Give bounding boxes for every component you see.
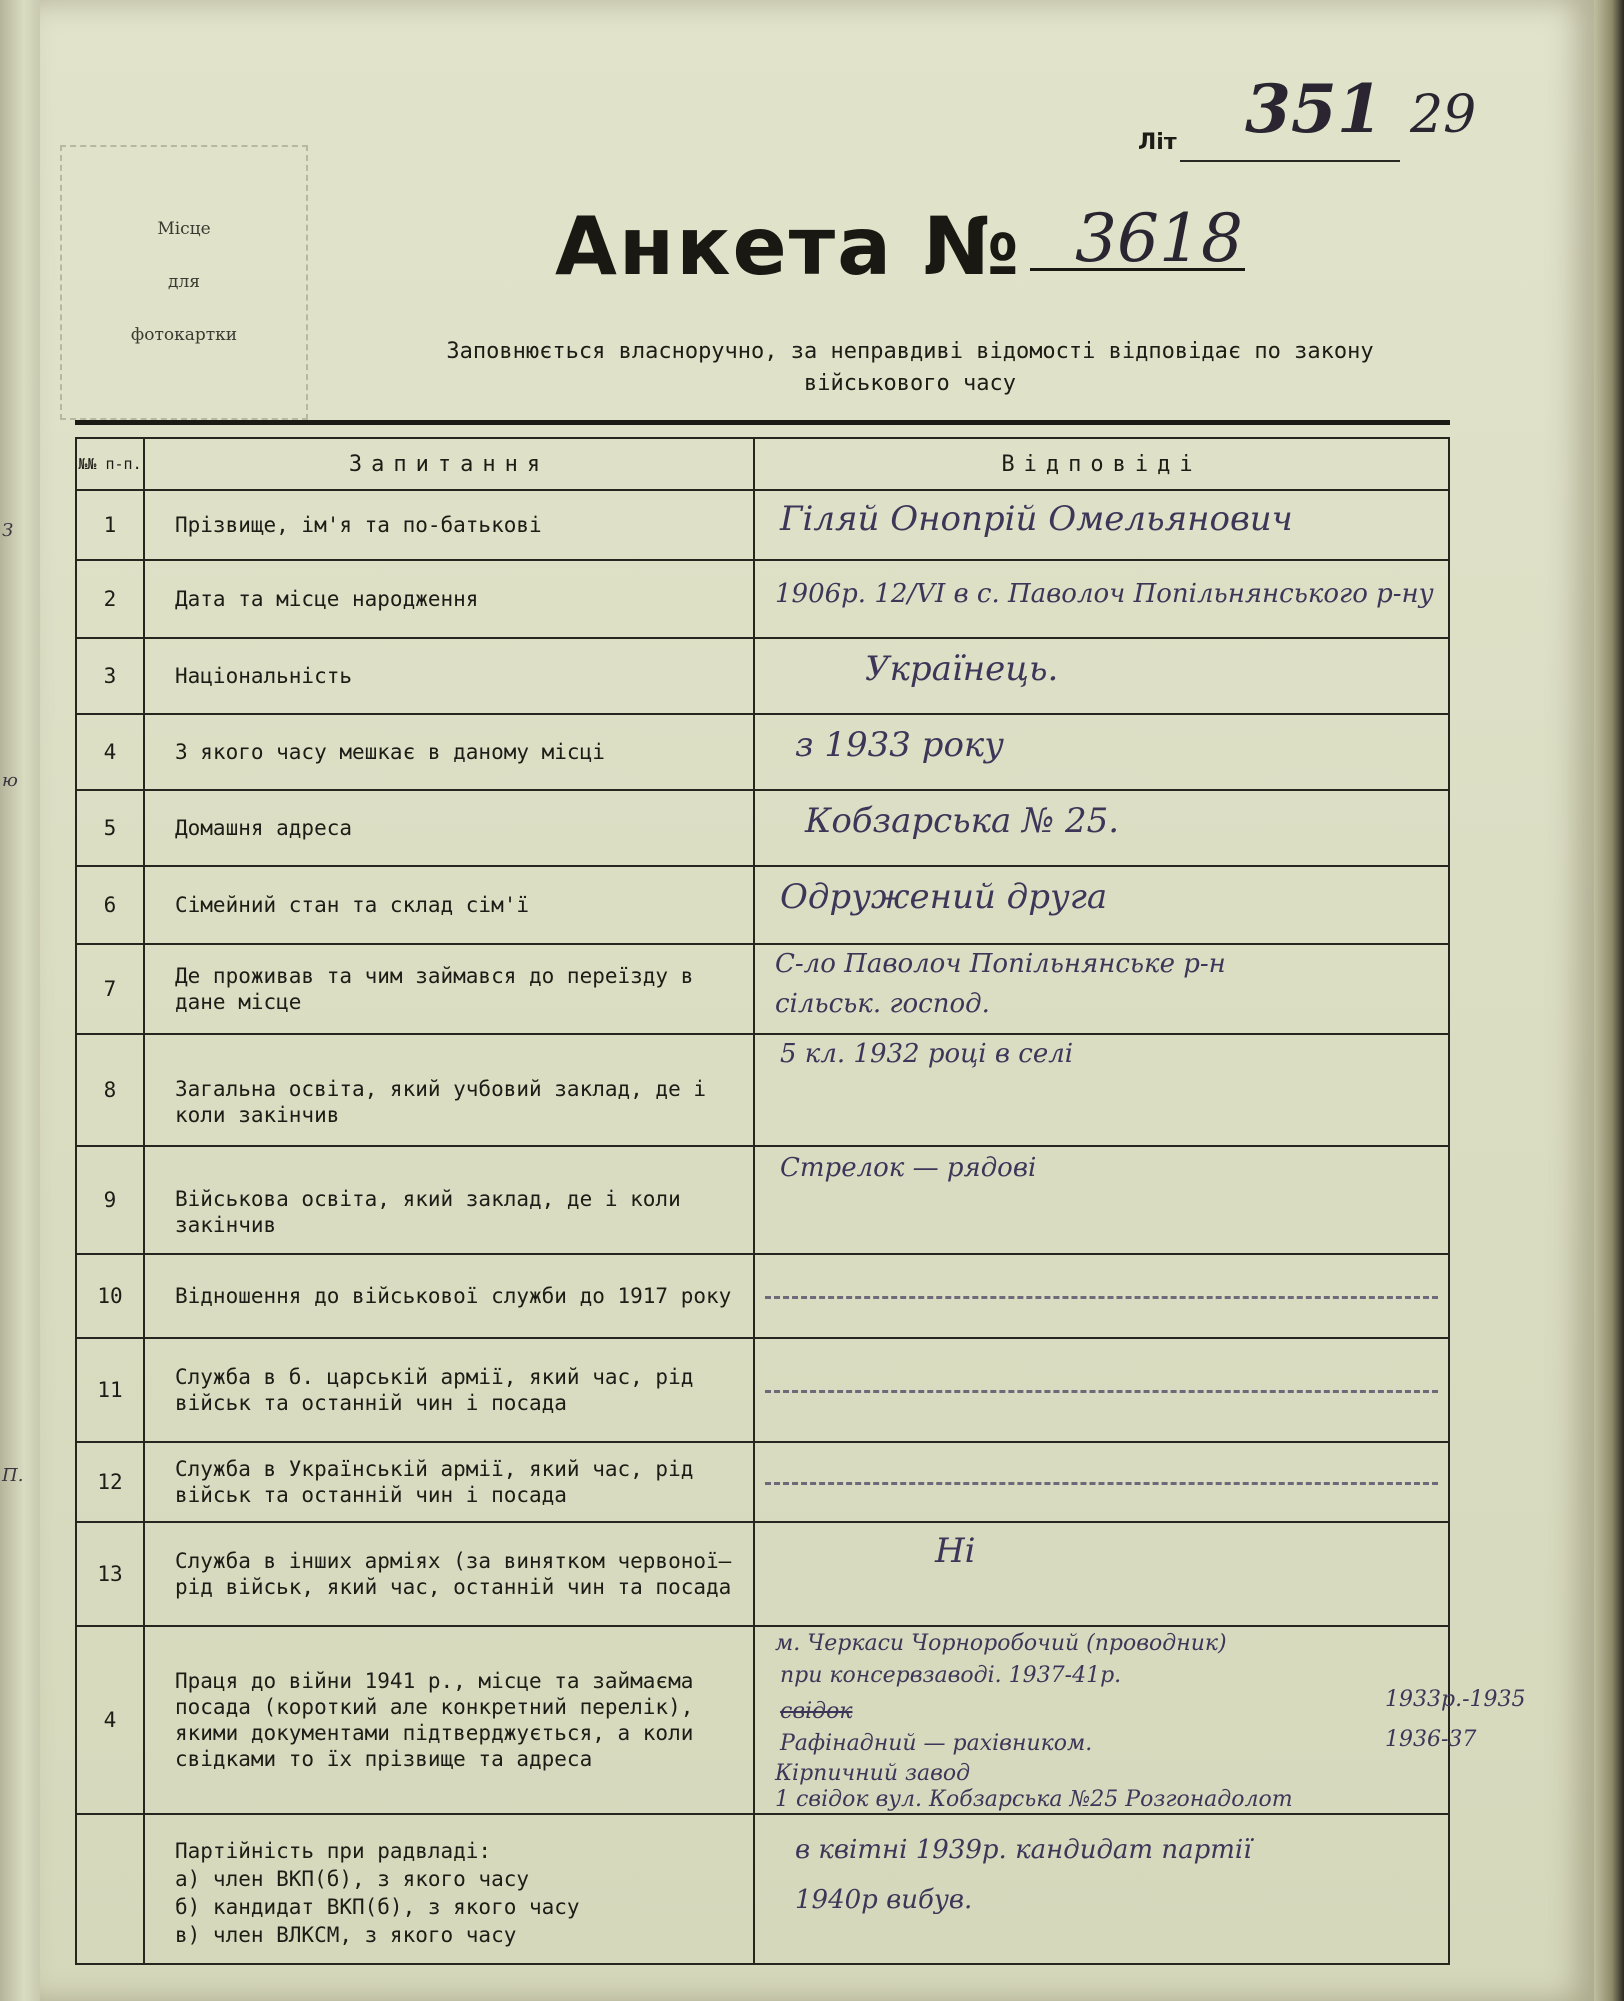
answer-text-line-4: 1933р.-1935 — [1385, 1687, 1526, 1712]
answer-text: 1906р. 12/VI в с. Паволоч Попільнянського р-ну — [775, 579, 1434, 609]
row-number: 12 — [76, 1442, 144, 1522]
row-number: 8 — [76, 1034, 144, 1146]
answer-cell — [754, 1338, 1449, 1442]
row-number: 11 — [76, 1338, 144, 1442]
row-number: 7 — [76, 944, 144, 1034]
row-number: 3 — [76, 638, 144, 714]
answer-cell — [754, 944, 1449, 1034]
question: Відношення до військової служби до 1917 року — [144, 1254, 754, 1338]
photo-label-3: фотокартки — [130, 325, 238, 345]
question: Домашня адреса — [144, 790, 754, 866]
answer-cell — [754, 866, 1449, 944]
answer-cell — [754, 1442, 1449, 1522]
row-number: 10 — [76, 1254, 144, 1338]
answer-text: Гіляй Онопрій Омельянович — [780, 499, 1293, 539]
answer-text-line-2: 1940р вибув. — [795, 1885, 973, 1915]
margin-mark: З — [2, 520, 14, 541]
answer-text-line-1: С-ло Паволоч Попільнянське р-н — [775, 949, 1226, 979]
header-rule — [75, 420, 1450, 425]
table-row — [76, 1522, 1449, 1626]
photo-label-1: Місце — [157, 219, 211, 239]
table-row — [76, 1814, 1449, 1964]
table-row — [76, 638, 1449, 714]
answer-text: з 1933 року — [795, 725, 1004, 765]
row-number: 2 — [76, 560, 144, 638]
answer-text-line-2: при консервзаводі. 1937-41р. — [780, 1663, 1122, 1688]
answer-cell — [754, 560, 1449, 638]
answer-cell — [754, 1522, 1449, 1626]
answer-cell — [754, 1146, 1449, 1254]
question: Праця до війни 1941 р., місце та займаєма посада (короткий але конкретний перелік), якими документами підтверджується, а коли свідками то їх прізвище та адреса — [144, 1626, 754, 1814]
instructions-line-2: військового часу — [804, 371, 1016, 396]
answer-cell — [754, 638, 1449, 714]
answer-text-line-7: Кірпичний завод — [775, 1761, 971, 1786]
answer-text: 5 кл. 1932 році в селі — [780, 1039, 1074, 1069]
row-number: 4 — [76, 1626, 144, 1814]
table-row — [76, 944, 1449, 1034]
answer-text: Стрелок — рядові — [780, 1153, 1037, 1183]
party-question-title: Партійність при радвладі: — [175, 1839, 492, 1863]
table-header-row — [76, 438, 1449, 490]
answer-text-line-8: 1 свідок вул. Кобзарська №25 Розгонадолот — [775, 1787, 1293, 1812]
row-number: 5 — [76, 790, 144, 866]
question: Військова освіта, який заклад, де і коли закінчив — [144, 1146, 754, 1254]
question: Де проживав та чим займався до переїзду в дане місце — [144, 944, 754, 1034]
blank-dash — [765, 1482, 1438, 1485]
answer-text-line-2: сільськ. господ. — [775, 989, 990, 1019]
table-row — [76, 1034, 1449, 1146]
instructions — [380, 336, 1440, 400]
question: Прізвище, ім'я та по-батькові — [144, 490, 754, 560]
question — [144, 1814, 754, 1964]
table-row — [76, 1254, 1449, 1338]
table-row — [76, 490, 1449, 560]
question: Загальна освіта, який учбовий заклад, де і коли закінчив — [144, 1034, 754, 1146]
question: Національність — [144, 638, 754, 714]
question: Служба в б. царській армії, який час, рід військ та останній чин і посада — [144, 1338, 754, 1442]
lit-underline — [1180, 160, 1400, 162]
answer-cell — [754, 1626, 1526, 1814]
question: Служба в інших арміях (за винятком червоної—рід військ, який час, останній чин та посада — [144, 1522, 754, 1626]
answer-cell — [754, 714, 1449, 790]
answer-text: Одружений друга — [780, 877, 1108, 917]
answer-cell — [754, 790, 1449, 866]
margin-mark: ю — [2, 770, 18, 791]
table-row — [76, 560, 1449, 638]
row-number: 1 — [76, 490, 144, 560]
table-row — [76, 1442, 1449, 1522]
col-number-header: №№ п-п. — [76, 438, 144, 490]
col-question-header: Запитання — [144, 438, 754, 490]
questionnaire-table — [75, 437, 1526, 1965]
table-row — [76, 1626, 1449, 1814]
table-row — [76, 1338, 1449, 1442]
table-row — [76, 714, 1449, 790]
answer-text: Українець. — [865, 649, 1059, 689]
questionnaire-number: 3618 — [1075, 200, 1243, 277]
instructions-line-1: Заповнюється власноручно, за неправдиві відомості відповідає по закону — [446, 339, 1374, 364]
photo-placeholder — [60, 145, 308, 420]
page-edge — [1594, 0, 1624, 2001]
party-question-c: в) член ВЛКСМ, з якого часу — [175, 1923, 517, 1947]
row-number: 6 — [76, 866, 144, 944]
answer-cell — [754, 1814, 1449, 1964]
answer-text-line-1: в квітні 1939р. кандидат партії — [795, 1835, 1252, 1865]
answer-cell — [754, 1254, 1449, 1338]
question: Дата та місце народження — [144, 560, 754, 638]
row-number: 9 — [76, 1146, 144, 1254]
page-title: Анкета № — [555, 200, 1022, 293]
question: З якого часу мешкає в даному місці — [144, 714, 754, 790]
row-number: 4 — [76, 714, 144, 790]
answer-text-line-3: свідок — [780, 1699, 853, 1724]
answer-text-line-5: Рафінадний — рахівником. — [780, 1731, 1093, 1756]
table-row — [76, 1146, 1449, 1254]
col-answer-header: Відповіді — [754, 438, 1449, 490]
answer-text-line-1: м. Черкаси Чорноробочий (проводник) — [775, 1631, 1227, 1656]
answer-text-line-6: 1936-37 — [1385, 1727, 1477, 1752]
answer-text: Кобзарська № 25. — [805, 801, 1120, 841]
previous-page-edge — [0, 0, 40, 2001]
answer-cell — [754, 490, 1449, 560]
party-question-b: б) кандидат ВКП(б), з якого часу — [175, 1895, 580, 1919]
party-question-a: а) член ВКП(б), з якого часу — [175, 1867, 530, 1891]
answer-cell — [754, 1034, 1449, 1146]
answer-text: Ні — [935, 1531, 976, 1571]
table-row — [76, 866, 1449, 944]
margin-mark: П. — [2, 1465, 24, 1486]
table-row — [76, 790, 1449, 866]
row-number — [76, 1814, 144, 1964]
corner-number: 29 — [1410, 85, 1477, 145]
row-number: 13 — [76, 1522, 144, 1626]
question: Служба в Українській армії, який час, рід військ та останній чин і посада — [144, 1442, 754, 1522]
blank-dash — [765, 1390, 1438, 1393]
photo-label-2: для — [168, 272, 200, 292]
blank-dash — [765, 1296, 1438, 1299]
lit-label: Літ — [1138, 130, 1177, 155]
question: Сімейний стан та склад сім'ї — [144, 866, 754, 944]
lit-number: 351 — [1245, 70, 1383, 148]
